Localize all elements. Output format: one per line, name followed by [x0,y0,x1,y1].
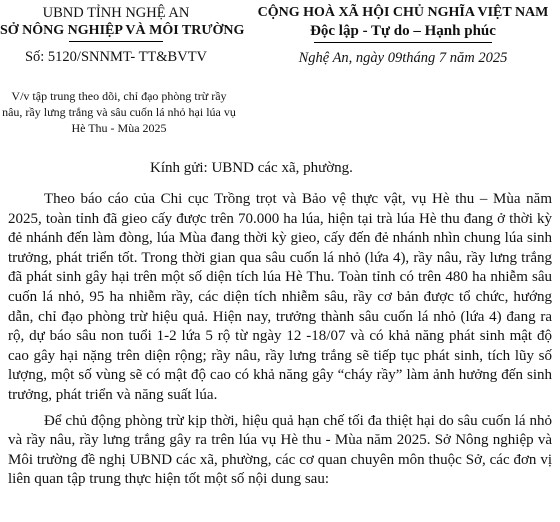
parent-agency: UBND TỈNH NGHỆ AN [42,5,190,21]
body-paragraph-1: Theo báo cáo của Chi cục Trồng trọt và Bảo vệ thực vật, vụ Hè thu – Mùa năm 2025, toàn tỉnh đã gieo cấy được trên 70.000 ha lúa, hiện tại trà lúa Hè thu đang ở thời kỳ đẻ nhánh đến làm đòng, lúa Mùa đang thời kỳ gieo, cấy đến đẻ nhánh nhìn chung lúa sinh trưởng, phát triển tốt. Trong thời gian qua sâu cuốn lá nhỏ (lứa 4), rầy nâu, rầy lưng trắng đã phát sinh gây hại trên một số diện tích lúa Hè Thu. Toàn tỉnh có trên 480 ha nhiễm sâu cuốn lá nhỏ, 95 ha nhiễm rầy, các diện tích nhiễm sâu, rầy cơ bản được tổ chức, hướng dẫn, chỉ đạo phòng trừ hiệu quả. Hiện nay, trưởng thành sâu cuốn lá nhỏ (lứa 4) đang ra rộ, dự báo sâu non tuổi 1-2 lứa 5 rộ từ ngày 12 -18/07 và có khả năng phát sinh mật độ cao gây hại nặng trên diện rộng; rầy nâu, rầy lưng trắng sẽ tiếp tục phát sinh, tích lũy số lượng, một số vùng sẽ có mật độ cao có khả năng gây “cháy rầy” làm ảnh hưởng đến sinh trưởng, phát triển và năng suất lúa. [8,191,552,403]
national-title: CỘNG HOÀ XÃ HỘI CHỦ NGHĨA VIỆT NAM [257,5,549,20]
national-motto: Độc lập - Tự do – Hạnh phúc [310,23,496,39]
motto-underline [314,42,492,43]
national-header-block [246,4,560,68]
department-name: SỞ NÔNG NGHIỆP VÀ MÔI TRƯỜNG [0,23,245,38]
document-number: Số: 5120/SNNMT- TT&BVTV [24,49,208,65]
body-paragraph-2: Để chủ động phòng trừ kịp thời, hiệu quả hạn chế tối đa thiệt hại do sâu cuốn lá nhỏ và rầy nâu, rầy lưng trắng gây ra trên lúa vụ Hè thu - Mùa năm 2025. Sở Nông nghiệp và Môi trường đề nghị UBND các xã, phường, các cơ quan chuyên môn thuộc Sở, các đơn vị liên quan tập trung thực hiện tốt một số nội dung sau: [8,412,552,488]
document-subject: V/v tập trung theo dõi, chỉ đạo phòng trừ rầy nâu, rầy lưng trắng và sâu cuốn lá nhỏ hại lúa vụ Hè Thu - Mùa 2025 [2,89,236,135]
place-and-date: Nghệ An, ngày 09tháng 7 năm 2025 [298,50,508,66]
agency-underline [69,41,163,42]
document-body [8,190,552,496]
recipient-line: Kính gửi: UBND các xã, phường. [150,160,353,176]
issuing-agency-block [0,4,245,67]
